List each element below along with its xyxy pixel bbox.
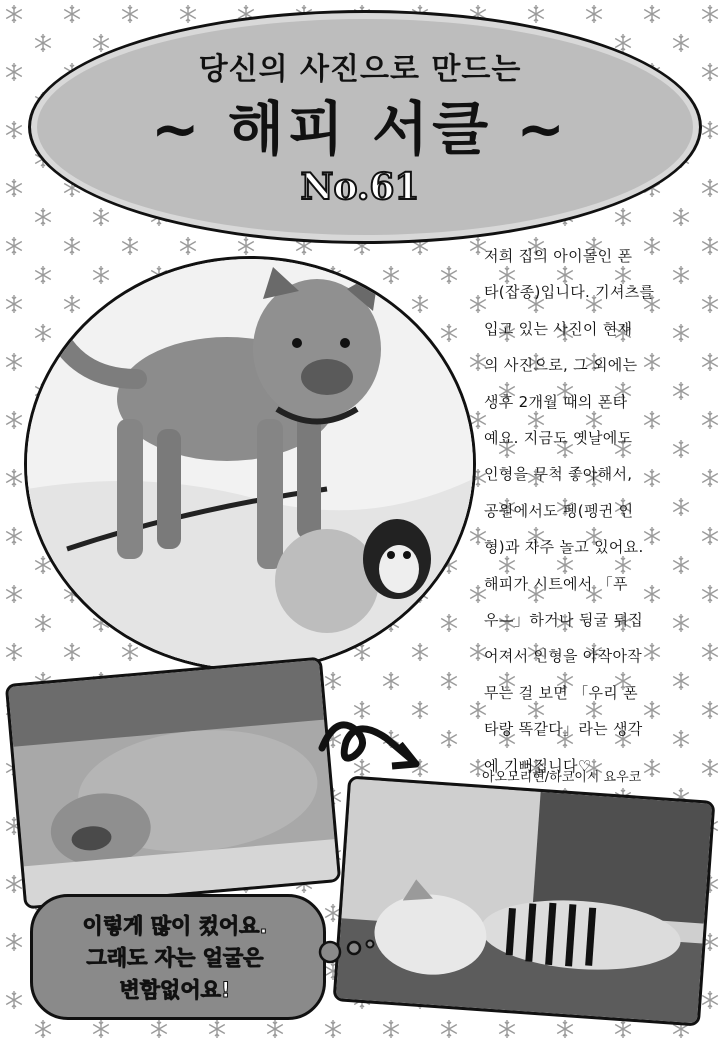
story-line: 인형을 무척 좋아해서, — [484, 465, 633, 484]
issue-number: No.61 — [300, 166, 420, 208]
curly-arrow-icon — [316, 708, 436, 778]
bubble-line: 이렇게 많이 컸어요. — [82, 914, 268, 938]
author-byline: 아오모리현/하코이시 요우코 — [482, 770, 642, 785]
header-title: ~ 해피 서클 ~ — [151, 95, 569, 163]
story-line: 에 기뻐집니다♡ — [484, 756, 592, 775]
story-line: 예요. 지금도 옛날에도 — [484, 429, 633, 448]
sleeping-puppy-photo — [5, 657, 341, 910]
story-line: 어져서 인형을 아작아작 — [484, 647, 643, 666]
bubble-line: 변함없어요! — [119, 978, 231, 1002]
story-line: 우—」하거나 뒹굴 뒤집 — [484, 611, 644, 630]
story-text — [484, 238, 690, 784]
story-line: 의 사진으로, 그 외에는 — [484, 356, 638, 375]
grown-dog-photo — [333, 775, 716, 1026]
story-line: 공원에서도 펭(펭귄 인 — [484, 501, 634, 520]
bubble-line: 그래도 자는 얼굴은 — [86, 946, 264, 970]
thought-bubble-tail — [316, 930, 376, 970]
story-line: 저희 집의 아이돌인 폰 — [484, 247, 633, 265]
story-line: 생후 2개월 때의 폰타 — [484, 392, 628, 411]
story-line: 무는 걸 보면 「우리 폰 — [484, 683, 638, 702]
story-line: 형)과 자주 놀고 있어요. — [484, 538, 644, 557]
header-subtitle: 당신의 사진으로 만드는 — [198, 52, 522, 87]
story-line: 타(잡종)입니다. 기셔츠를 — [484, 283, 655, 302]
story-line: 입고 있는 사진이 현재 — [484, 319, 633, 338]
story-line: 타랑 똑같다」라는 생각 — [484, 720, 643, 739]
story-line: 해피가 시트에서 「푸 — [484, 574, 628, 593]
puppy-photo — [24, 256, 476, 672]
